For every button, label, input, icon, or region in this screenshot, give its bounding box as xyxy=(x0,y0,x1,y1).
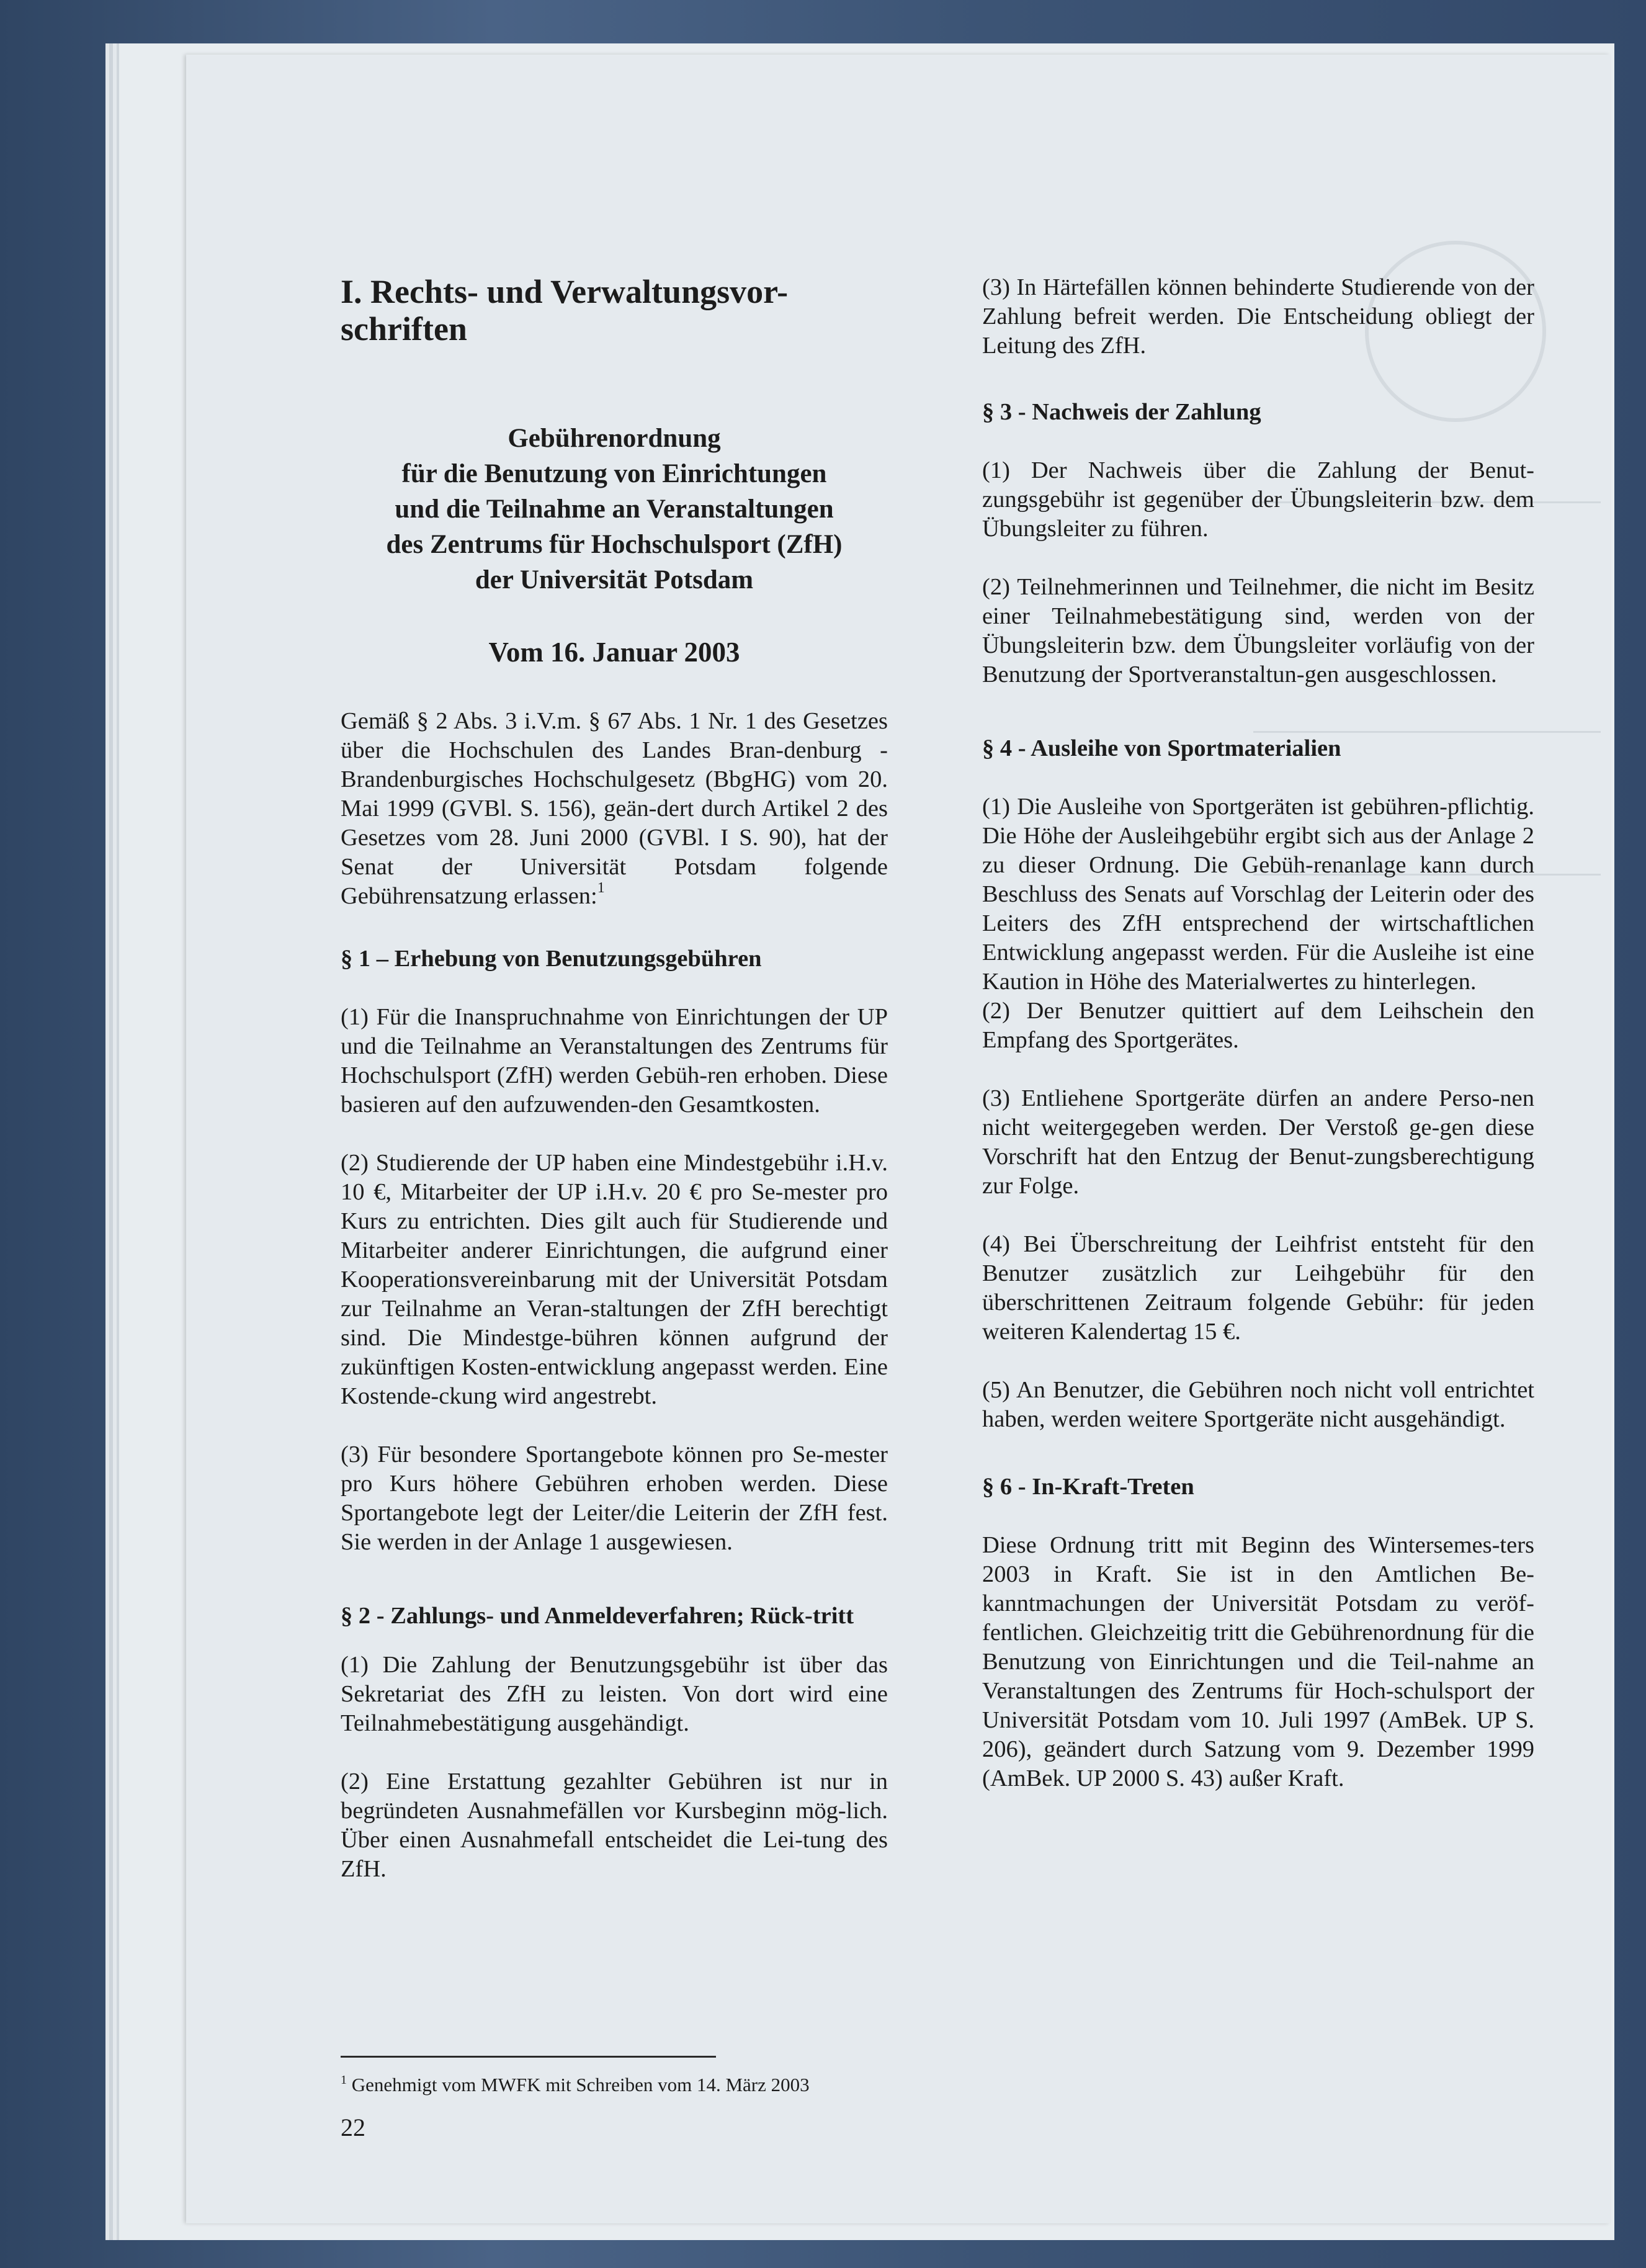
document-date: Vom 16. Januar 2003 xyxy=(488,637,740,668)
section-6-heading: § 6 - In-Kraft-Treten xyxy=(982,1474,1194,1500)
left-column xyxy=(341,273,888,1884)
document-title-line: und die Teilnahme an Veranstaltungen xyxy=(395,495,834,524)
section-4-paragraph-1: (1) Die Ausleihe von Sportgeräten ist gebühren-pflichtig. Die Höhe der Ausleihgebühr ergibt sich aus der Anlage 2 zu dieser Ordnung. Die Gebüh-renanlage kann durch Beschluss des Senats auf Vorschlag der Leiterin oder des Leiters des ZfH entsprechend der wirtschaftlichen Entwicklung angepasst werden. Für die Ausleihe ist eine Kaution in Höhe des Materialwertes zu hinterlegen. xyxy=(982,794,1534,995)
document-title xyxy=(341,421,888,598)
section-6-paragraph-1: Diese Ordnung tritt mit Beginn des Wintersemes-ters 2003 in Kraft. Sie ist in den Amtlichen Be-kanntmachungen der Universität Potsdam zu veröf-fentlichen. Gleichzeitig tritt die Gebührenordnung für die Benutzung von Einrichtungen und die Teil-nahme an Veranstaltungen des Zentrums für Hoch-schulsport der Universität Potsdam vom 10. Juli 1997 (AmBek. UP S. 206), geändert durch Satzung vom 9. Dezember 1999 (AmBek. UP 2000 S. 43) außer Kraft. xyxy=(982,1532,1534,1791)
chapter-heading-line: schriften xyxy=(341,310,467,347)
section-1-paragraph-1: (1) Für die Inanspruchnahme von Einrichtungen der UP und die Teilnahme an Veranstaltungen des Zentrums für Hochschulsport (ZfH) werden Gebüh-ren erhoben. Diese basieren auf den aufzuwenden-den Gesamtkosten. xyxy=(341,1004,888,1118)
document-title-line: des Zentrums für Hochschulsport (ZfH) xyxy=(386,530,843,559)
document-title-line: der Universität Potsdam xyxy=(475,565,754,594)
footnote-number: 1 xyxy=(341,2073,347,2087)
document-title-line: für die Benutzung von Einrichtungen xyxy=(401,459,827,488)
footnote-text: Genehmigt vom MWFK mit Schreiben vom 14. März 2003 xyxy=(351,2074,810,2095)
footnote xyxy=(341,2073,810,2097)
footnote-separator xyxy=(341,2056,716,2058)
section-2-paragraph-3: (3) In Härtefällen können behinderte Studierende von der Zahlung befreit werden. Die Entscheidung obliegt der Leitung des ZfH. xyxy=(982,274,1534,359)
section-2-paragraph-2: (2) Eine Erstattung gezahlter Gebühren ist nur in begründeten Ausnahmefällen vor Kursbeginn mög-lich. Über einen Ausnahmefall entscheidet die Lei-tung des ZfH. xyxy=(341,1768,888,1882)
section-4-paragraph-2: (2) Der Benutzer quittiert auf dem Leihschein den Empfang des Sportgerätes. xyxy=(982,998,1534,1053)
page-number: 22 xyxy=(341,2113,365,2141)
chapter-heading-line: I. Rechts- und Verwaltungsvor- xyxy=(341,273,789,310)
preamble-text: Gemäß § 2 Abs. 3 i.V.m. § 67 Abs. 1 Nr. 1 des Gesetzes über die Hochschulen des Landes Bran-denburg - Brandenburgisches Hochschulgesetz (BbgHG) vom 20. Mai 1999 (GVBl. S. 156), geän-dert durch Artikel 2 des Gesetzes vom 28. Juni 2000 (GVBl. I S. 90), hat der Senat der Universität Potsdam folgende Gebührensatzung erlassen: xyxy=(341,708,888,909)
section-1-heading: § 1 – Erhebung von Benutzungsgebühren xyxy=(341,946,762,972)
footnote-mark: 1 xyxy=(597,880,605,896)
section-2-heading: § 2 - Zahlungs- und Anmeldeverfahren; Rück-tritt xyxy=(341,1603,854,1629)
section-2-paragraph-1: (1) Die Zahlung der Benutzungsgebühr ist über das Sekretariat des ZfH zu leisten. Von dort wird eine Teilnahmebestätigung ausgehändigt. xyxy=(341,1652,888,1736)
section-4-paragraph-4: (4) Bei Überschreitung der Leihfrist entsteht für den Benutzer zusätzlich zur Leihgebühr für den überschrittenen Zeitraum folgende Gebühr: für jeden weiteren Kalendertag 15 €. xyxy=(982,1231,1534,1345)
document-title-line: Gebührenordnung xyxy=(508,424,721,453)
section-3-paragraph-1: (1) Der Nachweis über die Zahlung der Benut-zungsgebühr ist gegenüber der Übungsleiterin bzw. dem Übungsleiter zu führen. xyxy=(982,457,1534,542)
preamble xyxy=(341,707,888,911)
section-4-paragraph-3: (3) Entliehene Sportgeräte dürfen an andere Perso-nen nicht weitergegeben werden. Der Verstoß ge-gen diese Vorschrift hat den Entzug der Benut-zungsberechtigung zur Folge. xyxy=(982,1085,1534,1199)
section-1-paragraph-3: (3) Für besondere Sportangebote können pro Se-mester pro Kurs höhere Gebühren erhoben werden. Diese Sportangebote legt der Leiter/die Leiterin der ZfH fest. Sie werden in der Anlage 1 ausgewiesen. xyxy=(341,1441,888,1555)
chapter-heading xyxy=(341,273,888,347)
section-1-paragraph-2: (2) Studierende der UP haben eine Mindestgebühr i.H.v. 10 €, Mitarbeiter der UP i.H.v. 20 € pro Se-mester pro Kurs zu entrichten. Dies gilt auch für Studierende und Mitarbeiter anderer Einrichtungen, die aufgrund einer Kooperationsvereinbarung mit der Universität Potsdam zur Teilnahme an Veran-staltungen der ZfH berechtigt sind. Die Mindestge-bühren können aufgrund der zukünftigen Kosten-entwicklung angepasst werden. Eine Kostende-ckung wird angestrebt. xyxy=(341,1150,888,1409)
right-column xyxy=(982,273,1534,1793)
section-4-heading: § 4 - Ausleihe von Sportmaterialien xyxy=(982,735,1341,761)
section-3-paragraph-2: (2) Teilnehmerinnen und Teilnehmer, die nicht im Besitz einer Teilnahmebestätigung sind, werden von der Übungsleiterin bzw. dem Übungsleiter vorläufig von der Benutzung der Sportveranstaltun-gen ausgeschlossen. xyxy=(982,574,1534,688)
section-3-heading: § 3 - Nachweis der Zahlung xyxy=(982,399,1261,425)
section-4-paragraph-5: (5) An Benutzer, die Gebühren noch nicht voll entrichtet haben, werden weitere Sportgeräte nicht ausgehändigt. xyxy=(982,1377,1534,1432)
